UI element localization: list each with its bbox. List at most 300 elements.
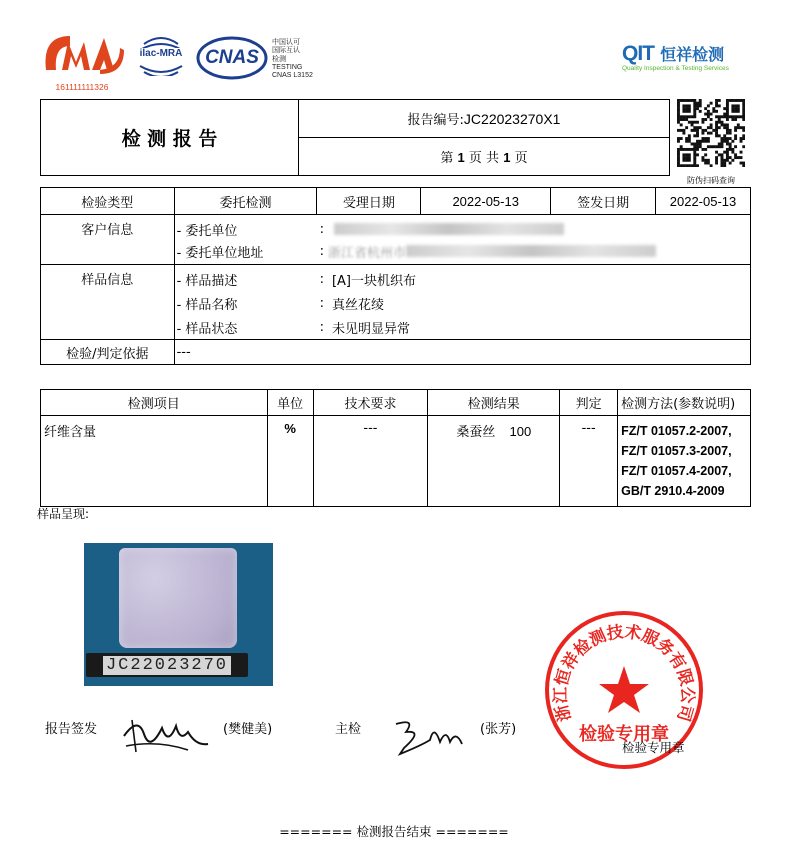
qr-module — [693, 115, 696, 118]
qr-module — [726, 110, 729, 113]
qr-module — [740, 140, 743, 143]
qr-module — [682, 110, 685, 113]
page-current: 1 — [457, 150, 465, 165]
qr-module — [704, 107, 707, 110]
qr-module — [699, 104, 702, 107]
qr-module — [685, 115, 688, 118]
qr-module — [693, 151, 696, 154]
sample-photo-caption: 样品呈现: — [37, 507, 90, 521]
qr-module — [677, 137, 680, 140]
page-mid: 页 共 — [468, 151, 500, 166]
client-address-visible: 浙江省杭州市 — [327, 245, 406, 261]
qr-module — [721, 143, 724, 146]
qr-module — [685, 148, 688, 151]
qr-module — [677, 162, 680, 165]
qr-module — [699, 143, 702, 146]
qr-module — [696, 164, 699, 167]
qr-module — [693, 121, 696, 124]
qr-module — [688, 121, 691, 124]
qr-module — [723, 162, 726, 165]
qr-module — [680, 148, 683, 151]
qr-module — [731, 99, 734, 102]
qr-module — [721, 156, 724, 159]
sample-photo — [84, 543, 273, 686]
qr-module — [688, 115, 691, 118]
result-fiber-value: 100 — [509, 424, 532, 439]
stamp-company-text: 浙江恒祥检测技术服务有限公司 — [550, 622, 698, 724]
qr-module — [704, 129, 707, 132]
qr-module — [715, 132, 718, 135]
qr-module — [701, 140, 704, 143]
qr-module — [726, 99, 729, 102]
qr-module — [742, 110, 745, 113]
qr-module — [718, 115, 721, 118]
qr-module — [729, 162, 732, 165]
qr-module — [723, 115, 726, 118]
qr-module — [693, 159, 696, 162]
sample-label: 样品信息 — [41, 265, 175, 340]
stamp-caption: 检验专用章 — [622, 740, 685, 755]
qr-module — [737, 126, 740, 129]
report-title-cell — [41, 100, 299, 176]
client-address-colon: : — [319, 243, 324, 259]
company-logo-mark: QIT — [622, 42, 654, 65]
qr-module — [701, 132, 704, 135]
receive-date-value: 2022-05-13 — [421, 188, 551, 215]
qr-module — [729, 99, 732, 102]
qr-module — [726, 126, 729, 129]
qr-module — [742, 137, 745, 140]
cnas-line: 国际互认 — [272, 47, 300, 55]
qr-module — [742, 126, 745, 129]
approver-label: 报告签发 — [45, 722, 98, 737]
result-judgement: --- — [560, 416, 618, 507]
issue-date-label: 签发日期 — [551, 188, 656, 215]
qr-module — [737, 99, 740, 102]
result-methods-cell — [618, 416, 751, 507]
qr-module — [696, 104, 699, 107]
company-logo-en: Quality Inspection & Testing Services — [622, 65, 729, 72]
sample-desc-colon: : — [319, 271, 324, 287]
approver-signature-icon — [118, 706, 214, 756]
qr-module — [688, 159, 691, 162]
qr-module — [680, 129, 683, 132]
qr-module — [723, 126, 726, 129]
qr-module — [704, 140, 707, 143]
method-line: FZ/T 01057.4-2007, — [621, 464, 732, 478]
qr-module — [693, 99, 696, 102]
fabric-swatch — [119, 548, 237, 648]
qr-module — [737, 115, 740, 118]
qr-module — [726, 107, 729, 110]
qr-module — [734, 99, 737, 102]
inspector-signature-icon — [390, 714, 470, 758]
qr-module — [701, 121, 704, 124]
results-header-method: 检测方法(参数说明) — [618, 390, 751, 416]
qr-module — [718, 121, 721, 124]
qr-module — [696, 143, 699, 146]
qr-module — [742, 99, 745, 102]
qr-module — [677, 148, 680, 151]
qr-module — [726, 118, 729, 121]
qr-module — [740, 156, 743, 159]
qr-module — [699, 99, 702, 102]
sample-name-colon: : — [319, 295, 324, 311]
qr-module — [726, 129, 729, 132]
qr-module — [729, 132, 732, 135]
qr-module — [712, 107, 715, 110]
qr-module — [685, 126, 688, 129]
client-address-redacted — [406, 245, 656, 257]
qr-module — [721, 121, 724, 124]
qr-module — [693, 113, 696, 116]
cnas-logo — [196, 36, 268, 80]
qr-module — [723, 134, 726, 137]
qr-module — [715, 151, 718, 154]
qr-module — [682, 115, 685, 118]
qr-module — [680, 145, 683, 148]
qr-module — [685, 156, 688, 159]
qr-module — [723, 159, 726, 162]
qr-module — [699, 145, 702, 148]
qr-module — [693, 129, 696, 132]
qr-module — [707, 132, 710, 135]
test-type-label: 检验类型 — [41, 188, 175, 215]
qr-module — [701, 137, 704, 140]
qr-module — [737, 107, 740, 110]
qr-module — [688, 99, 691, 102]
qr-module — [742, 145, 745, 148]
qr-module — [742, 162, 745, 165]
qr-module — [677, 113, 680, 116]
qr-module — [707, 104, 710, 107]
qr-module — [729, 145, 732, 148]
client-unit-colon: : — [319, 221, 324, 237]
qr-module — [693, 126, 696, 129]
results-header-item: 检测项目 — [41, 390, 268, 416]
qr-module — [693, 102, 696, 105]
qr-module — [712, 145, 715, 148]
qr-module — [742, 113, 745, 116]
qr-module — [704, 118, 707, 121]
qr-module — [707, 140, 710, 143]
qr-module — [715, 104, 718, 107]
qr-module — [734, 115, 737, 118]
qr-module — [696, 121, 699, 124]
qr-module — [682, 99, 685, 102]
qr-module — [718, 145, 721, 148]
qr-module — [731, 104, 734, 107]
qr-module — [696, 126, 699, 129]
qr-module — [729, 137, 732, 140]
qr-module — [701, 159, 704, 162]
qr-module — [737, 110, 740, 113]
test-type-value: 委托检测 — [174, 188, 317, 215]
inspector-name: (张芳) — [480, 722, 517, 737]
results-header-judgement: 判定 — [560, 390, 618, 416]
qr-module — [715, 110, 718, 113]
qr-module — [734, 126, 737, 129]
qr-caption: 防伪扫码查询 — [687, 176, 735, 185]
qr-module — [726, 102, 729, 105]
qr-module — [718, 104, 721, 107]
qr-module — [685, 99, 688, 102]
qr-module — [726, 159, 729, 162]
qr-module — [685, 107, 688, 110]
qr-module — [715, 159, 718, 162]
qr-module — [688, 153, 691, 156]
qr-module — [718, 118, 721, 121]
qr-module — [691, 123, 694, 126]
qr-module — [723, 140, 726, 143]
result-unit: % — [267, 416, 313, 507]
qr-module — [742, 104, 745, 107]
qr-module — [691, 164, 694, 167]
qr-module — [701, 148, 704, 151]
qr-module — [677, 115, 680, 118]
qr-module — [693, 104, 696, 107]
qr-module — [742, 164, 745, 167]
qr-module — [731, 107, 734, 110]
qr-module — [734, 107, 737, 110]
qr-module — [731, 159, 734, 162]
cma-mark-icon — [40, 30, 124, 78]
qr-module — [715, 121, 718, 124]
cnas-text: CNAS — [205, 47, 259, 68]
receive-date-label: 受理日期 — [317, 188, 421, 215]
qr-module — [723, 113, 726, 116]
qr-module — [740, 115, 743, 118]
qr-module — [734, 153, 737, 156]
qr-module — [712, 110, 715, 113]
qr-module — [677, 140, 680, 143]
qr-module — [685, 137, 688, 140]
qr-module — [688, 140, 691, 143]
qr-module — [677, 153, 680, 156]
cma-logo — [40, 30, 124, 92]
qr-module — [677, 110, 680, 113]
ilac-logo — [130, 32, 192, 76]
qr-module — [685, 153, 688, 156]
qr-module — [677, 156, 680, 159]
qr-module — [742, 102, 745, 105]
result-value-cell — [428, 416, 560, 507]
qr-module — [691, 129, 694, 132]
basis-value: --- — [174, 340, 750, 365]
qr-module — [710, 113, 713, 116]
qr-module — [688, 156, 691, 159]
qr-module — [704, 113, 707, 116]
qr-module — [699, 110, 702, 113]
qr-module — [682, 153, 685, 156]
qr-module — [740, 162, 743, 165]
qr-module — [731, 115, 734, 118]
qr-module — [710, 118, 713, 121]
qr-module — [715, 134, 718, 137]
qr-module — [677, 118, 680, 121]
results-header-requirement: 技术要求 — [313, 390, 428, 416]
qr-module — [726, 104, 729, 107]
report-number-label: 报告编号: — [407, 113, 464, 128]
qr-module — [718, 143, 721, 146]
qr-module — [731, 118, 734, 121]
qr-module — [734, 137, 737, 140]
qr-module — [696, 129, 699, 132]
qr-module — [740, 151, 743, 154]
qr-module — [704, 148, 707, 151]
qr-module — [691, 143, 694, 146]
sample-tag — [86, 653, 248, 677]
sample-state-label: - 样品状态 — [176, 321, 238, 337]
qr-module — [726, 115, 729, 118]
qr-module — [704, 153, 707, 156]
qr-module — [726, 113, 729, 116]
qr-module — [693, 148, 696, 151]
qr-module — [685, 104, 688, 107]
qr-module — [731, 148, 734, 151]
report-number-cell — [299, 100, 670, 138]
title-table — [40, 99, 670, 176]
client-label: 客户信息 — [41, 215, 175, 265]
qr-module — [682, 148, 685, 151]
cnas-line: CNAS L3152 — [272, 72, 313, 80]
qr-module — [729, 156, 732, 159]
qr-module — [721, 123, 724, 126]
qr-module — [742, 134, 745, 137]
qr-module — [682, 164, 685, 167]
qr-module — [712, 129, 715, 132]
qr-module — [734, 134, 737, 137]
qr-module — [707, 110, 710, 113]
qr-module — [710, 132, 713, 135]
qr-module — [701, 129, 704, 132]
qr-module — [685, 110, 688, 113]
qr-module — [726, 156, 729, 159]
page-total: 1 — [503, 150, 511, 165]
qr-module — [742, 115, 745, 118]
qr-module — [710, 145, 713, 148]
qr-module — [677, 99, 680, 102]
qr-module — [734, 129, 737, 132]
client-info-cell — [174, 215, 750, 265]
qr-module — [691, 121, 694, 124]
results-table — [40, 389, 751, 507]
qr-module — [734, 145, 737, 148]
qr-module — [721, 140, 724, 143]
qr-module — [696, 140, 699, 143]
qr-module — [718, 134, 721, 137]
qr-module — [682, 129, 685, 132]
qr-module — [721, 145, 724, 148]
client-unit-label: - 委托单位 — [176, 223, 238, 239]
qr-module — [682, 107, 685, 110]
method-line: FZ/T 01057.3-2007, — [621, 444, 732, 458]
company-logo — [622, 42, 748, 76]
qr-module — [723, 107, 726, 110]
qr-module — [688, 148, 691, 151]
qr-module — [726, 137, 729, 140]
sample-state-value: 未见明显异常 — [331, 321, 410, 337]
qr-module — [726, 148, 729, 151]
qr-module — [682, 104, 685, 107]
sample-desc-value: [A]一块机织布 — [331, 273, 417, 289]
qr-module — [707, 126, 710, 129]
qr-module — [693, 153, 696, 156]
qr-module — [677, 107, 680, 110]
qr-module — [682, 156, 685, 159]
qr-code[interactable] — [677, 99, 745, 167]
qr-module — [715, 126, 718, 129]
qr-module — [680, 137, 683, 140]
qr-module — [688, 137, 691, 140]
qr-module — [677, 129, 680, 132]
qr-module — [740, 137, 743, 140]
qr-module — [737, 156, 740, 159]
qr-module — [729, 129, 732, 132]
qr-module — [704, 137, 707, 140]
qr-module — [688, 134, 691, 137]
qr-module — [693, 162, 696, 165]
qr-module — [723, 164, 726, 167]
issue-date-value: 2022-05-13 — [656, 188, 751, 215]
qr-module — [680, 164, 683, 167]
qr-module — [688, 104, 691, 107]
report-end-text: ======= 检测报告结束 ======= — [279, 824, 509, 839]
results-header-unit: 单位 — [267, 390, 313, 416]
qr-module — [677, 164, 680, 167]
qr-module — [737, 104, 740, 107]
cnas-lines — [272, 39, 332, 80]
qr-module — [696, 107, 699, 110]
approver-name: (樊健美) — [223, 722, 273, 737]
table-row — [41, 416, 751, 507]
qr-module — [726, 140, 729, 143]
qr-module — [693, 145, 696, 148]
sample-name-label: - 样品名称 — [176, 297, 238, 313]
qr-module — [680, 115, 683, 118]
sample-name-value: 真丝花绫 — [331, 297, 384, 313]
qr-module — [710, 123, 713, 126]
page-prefix: 第 — [440, 151, 454, 166]
qr-module — [721, 153, 724, 156]
qr-module — [715, 123, 718, 126]
qr-module — [691, 115, 694, 118]
qr-module — [723, 123, 726, 126]
qr-module — [737, 123, 740, 126]
report-number: JC22023270X1 — [463, 111, 561, 127]
qr-module — [715, 129, 718, 132]
qr-module — [742, 107, 745, 110]
result-requirement: --- — [313, 416, 428, 507]
qr-module — [685, 140, 688, 143]
qr-module — [693, 134, 696, 137]
qr-module — [715, 156, 718, 159]
qr-module — [696, 153, 699, 156]
qr-module — [696, 134, 699, 137]
client-address-label: - 委托单位地址 — [176, 245, 264, 261]
qr-module — [726, 153, 729, 156]
qr-module — [710, 164, 713, 167]
qr-module — [707, 145, 710, 148]
qr-module — [729, 148, 732, 151]
sample-tag-text: JC22023270 — [103, 656, 231, 675]
qr-module — [729, 143, 732, 146]
qr-module — [685, 164, 688, 167]
qr-module — [685, 159, 688, 162]
qr-module — [682, 118, 685, 121]
qr-module — [699, 102, 702, 105]
qr-module — [715, 162, 718, 165]
